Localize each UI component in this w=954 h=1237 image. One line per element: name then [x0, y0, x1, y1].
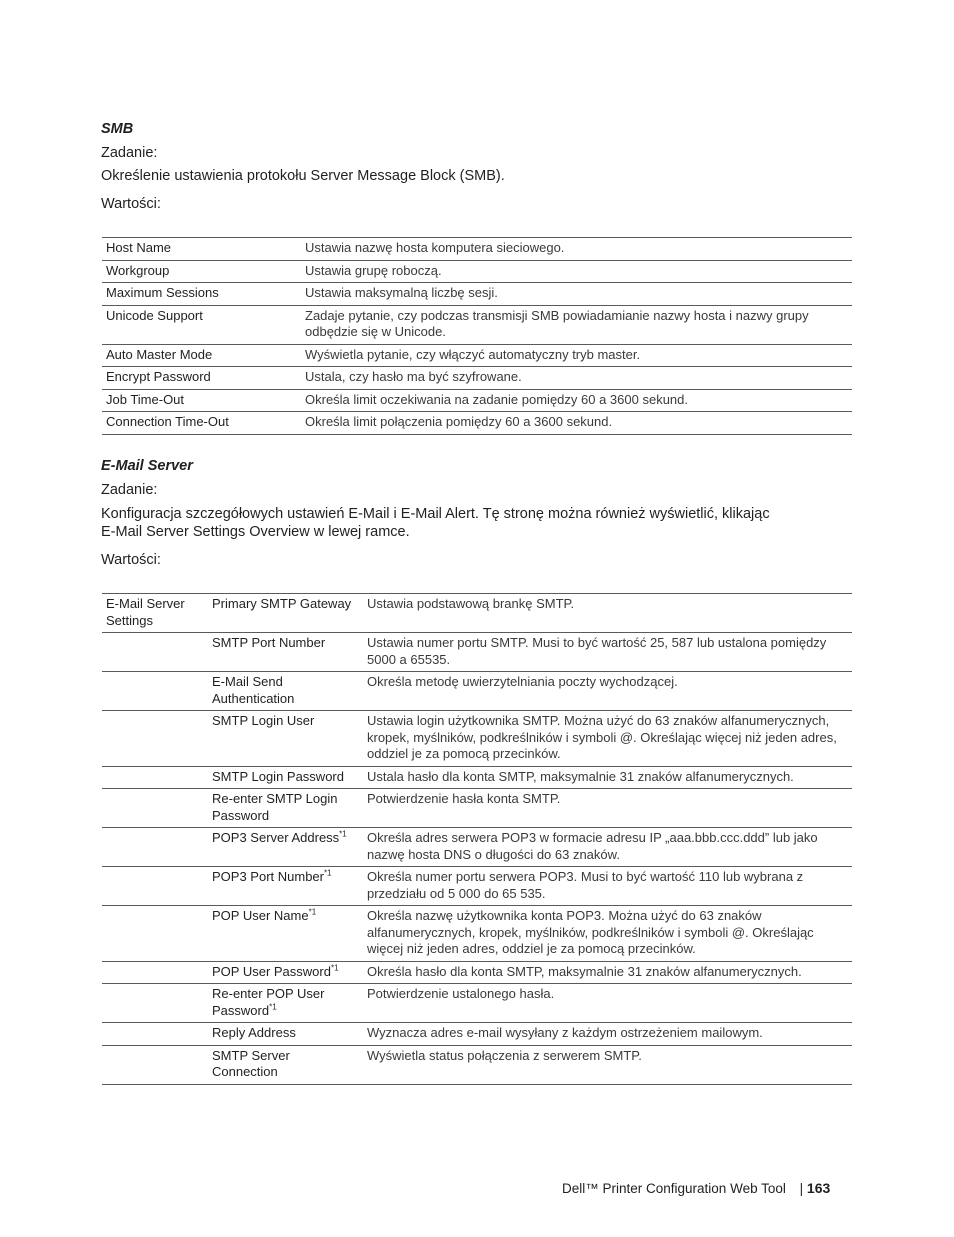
table-row	[102, 633, 852, 672]
setting-description: Określa numer portu serwera POP3. Musi to być wartość 110 lub wybrana z przedziału od 5 000 do 65 535.	[363, 867, 852, 906]
setting-description: Wyznacza adres e-mail wysyłany z każdym ostrzeżeniem mailowym.	[363, 1023, 852, 1046]
smb-values-table	[102, 237, 852, 435]
smb-section-title: SMB	[101, 121, 134, 137]
email-values-table	[102, 593, 852, 1085]
smb-task-text: Określenie ustawienia protokołu Server Message Block (SMB).	[101, 168, 505, 184]
setting-description: Określa nazwę użytkownika konta POP3. Można użyć do 63 znaków alfanumerycznych, kropek, myślników, podkreślników i symboli @. Określając więcej niż jeden adres, oddziel je za pomocą przecinków.	[363, 906, 852, 962]
setting-name: Re-enter POP User Password	[212, 986, 325, 1018]
footer-title: Dell™ Printer Configuration Web Tool	[562, 1181, 786, 1196]
group-cell	[102, 711, 208, 767]
table-row	[102, 305, 852, 344]
table-row	[102, 961, 852, 984]
setting-name: POP3 Port Number	[212, 869, 324, 884]
email-section-title: E-Mail Server	[101, 458, 193, 474]
group-cell	[102, 1023, 208, 1046]
setting-name-cell	[208, 867, 363, 906]
smb-task-label: Zadanie:	[101, 145, 158, 161]
setting-name: POP User Name	[212, 908, 309, 923]
group-cell	[102, 633, 208, 672]
group-cell	[102, 594, 208, 633]
setting-name: Re-enter SMTP Login Password	[212, 791, 338, 823]
table-row	[102, 344, 852, 367]
setting-name: SMTP Login User	[212, 713, 315, 728]
table-row	[102, 283, 852, 306]
setting-name: SMTP Login Password	[212, 768, 344, 784]
group-cell	[102, 789, 208, 828]
table-row	[102, 1045, 852, 1084]
setting-description: Ustawia login użytkownika SMTP. Można użyć do 63 znaków alfanumerycznych, kropek, myślników, podkreślników i symboli @. Określając więcej niż jeden adres, oddziel je za pomocą przecinków.	[363, 711, 852, 767]
setting-name: Maximum Sessions	[102, 283, 301, 306]
setting-description: Wyświetla status połączenia z serwerem SMTP.	[363, 1045, 852, 1084]
table-row	[102, 828, 852, 867]
table-row	[102, 711, 852, 767]
email-values-label: Wartości:	[101, 552, 161, 568]
setting-description: Określa hasło dla konta SMTP, maksymalnie 31 znaków alfanumerycznych.	[363, 961, 852, 984]
table-row	[102, 984, 852, 1023]
footnote-mark: *1	[339, 829, 347, 839]
footnote-mark: *1	[330, 963, 339, 973]
table-row	[102, 367, 852, 390]
footnote-mark: *1	[269, 1002, 277, 1012]
smb-values-label: Wartości:	[101, 196, 161, 212]
setting-description: Wyświetla pytanie, czy włączyć automatyczny tryb master.	[301, 344, 852, 367]
footer	[562, 1180, 830, 1196]
table-row	[102, 238, 852, 261]
setting-description: Określa metodę uwierzytelniania poczty wychodzącej.	[363, 672, 852, 711]
setting-description: Ustawia numer portu SMTP. Musi to być wartość 25, 587 lub ustalona pomiędzy 5000 a 65535.	[363, 633, 852, 672]
setting-name-cell	[208, 789, 363, 828]
setting-description: Potwierdzenie ustalonego hasła.	[363, 984, 852, 1023]
setting-name: Unicode Support	[102, 305, 301, 344]
setting-name: E-Mail Send Authentication	[212, 674, 295, 706]
setting-name: Primary SMTP Gateway	[212, 596, 352, 611]
table-row	[102, 766, 852, 789]
email-settings-overview-link[interactable]: E-Mail Server Settings Overview	[101, 524, 310, 540]
setting-name-cell	[208, 828, 363, 867]
table-row	[102, 412, 852, 435]
table-row	[102, 906, 852, 962]
group-cell	[102, 828, 208, 867]
table-row	[102, 789, 852, 828]
table-row	[102, 389, 852, 412]
group-cell	[102, 1045, 208, 1084]
setting-name: Encrypt Password	[102, 367, 301, 390]
footer-separator: |	[799, 1181, 804, 1196]
setting-description: Ustala hasło dla konta SMTP, maksymalnie 31 znaków alfanumerycznych.	[363, 766, 852, 789]
setting-description: Ustawia nazwę hosta komputera sieciowego.	[301, 238, 852, 261]
setting-description: Określa adres serwera POP3 w formacie adresu IP „aaa.bbb.ccc.ddd” lub jako nazwę hosta DNS o długości do 63 znaków.	[363, 828, 852, 867]
group-cell	[102, 867, 208, 906]
group-cell	[102, 766, 208, 789]
setting-name: POP User Password	[212, 963, 331, 979]
table-row	[102, 1023, 852, 1046]
email-task-text-part1: Konfiguracja szczegółowych ustawień E-Mail i E-Mail Alert. Tę stronę można również wyświetlić, klikając	[101, 506, 770, 522]
setting-name-cell	[208, 906, 363, 962]
setting-description: Określa limit oczekiwania na zadanie pomiędzy 60 a 3600 sekund.	[301, 389, 852, 412]
footnote-mark: *1	[324, 868, 332, 878]
setting-name: Reply Address	[212, 1025, 296, 1040]
setting-name-cell	[208, 1023, 363, 1046]
setting-description: Zadaje pytanie, czy podczas transmisji SMB powiadamianie nazwy hosta i nazwy grupy odbędzie się w Unicode.	[301, 305, 852, 344]
setting-name: SMTP Port Number	[212, 635, 326, 650]
setting-name-cell	[208, 1045, 363, 1084]
setting-description: Ustawia podstawową brankę SMTP.	[363, 594, 852, 633]
setting-name: Auto Master Mode	[102, 344, 301, 367]
group-cell	[102, 961, 208, 984]
setting-description: Potwierdzenie hasła konta SMTP.	[363, 789, 852, 828]
setting-name-cell	[208, 633, 363, 672]
setting-name-cell	[208, 766, 363, 789]
setting-name-cell	[208, 961, 363, 984]
group-label: E-Mail Server Settings	[106, 596, 185, 628]
table-row	[102, 672, 852, 711]
email-task-label: Zadanie:	[101, 482, 158, 498]
setting-name: Host Name	[102, 238, 301, 261]
group-cell	[102, 672, 208, 711]
group-cell	[102, 984, 208, 1023]
setting-name: Job Time-Out	[102, 389, 301, 412]
footnote-mark: *1	[308, 907, 317, 917]
email-task-text-part2: w lewej ramce.	[309, 524, 410, 540]
table-row	[102, 867, 852, 906]
setting-name: POP3 Server Address	[212, 830, 340, 845]
email-task-text	[101, 505, 851, 541]
group-cell	[102, 906, 208, 962]
setting-name: Workgroup	[102, 260, 301, 283]
setting-name: Connection Time-Out	[102, 412, 301, 435]
table-row	[102, 260, 852, 283]
setting-description: Ustawia maksymalną liczbę sesji.	[301, 283, 852, 306]
table-row	[102, 594, 852, 633]
setting-name-cell	[208, 672, 363, 711]
setting-name: SMTP Server Connection	[212, 1047, 290, 1079]
setting-description: Określa limit połączenia pomiędzy 60 a 3600 sekund.	[301, 412, 852, 435]
setting-name-cell	[208, 984, 363, 1023]
setting-name-cell	[208, 711, 363, 767]
setting-description: Ustawia grupę roboczą.	[301, 260, 852, 283]
page-number: 163	[806, 1180, 831, 1196]
setting-name-cell	[208, 594, 363, 633]
setting-description: Ustala, czy hasło ma być szyfrowane.	[301, 367, 852, 390]
